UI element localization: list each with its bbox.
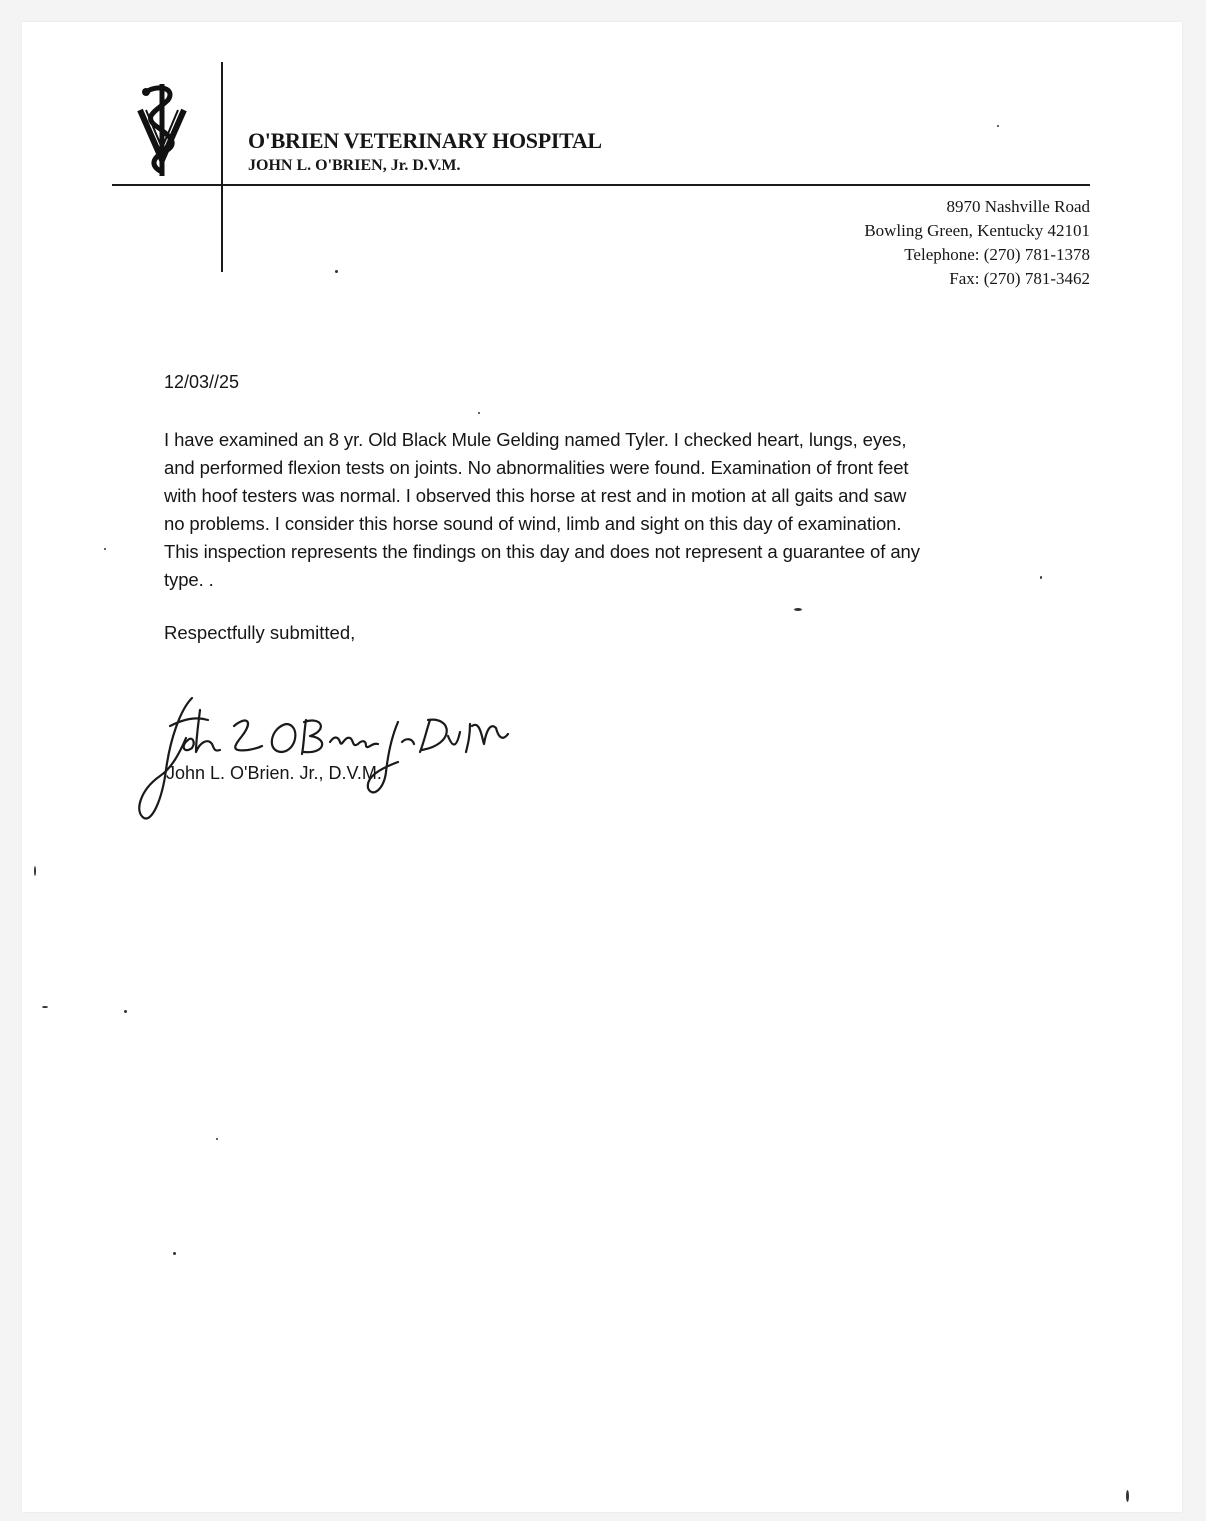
scan-speck [1040,576,1042,579]
letterhead-vertical-rule [221,62,223,272]
address-city: Bowling Green, Kentucky 42101 [864,221,1090,240]
letter-closing: Respectfully submitted, [164,622,356,643]
scan-speck [794,608,802,611]
letter-date: 12/03//25 [164,372,240,392]
doctor-name: JOHN L. O'BRIEN, Jr. D.V.M. [248,157,461,174]
address-block [864,195,1090,291]
scan-speck [124,1010,127,1013]
handwritten-signature [130,680,530,830]
letterhead-horizontal-rule [112,184,1090,186]
scan-speck [104,548,106,550]
scan-speck [335,270,338,273]
scan-speck [173,1252,176,1255]
scan-speck [216,1138,218,1140]
veterinary-caduceus-icon [132,80,192,180]
hospital-name: O'BRIEN VETERINARY HOSPITAL [248,128,602,153]
scan-speck [1126,1490,1129,1502]
letter-body: I have examined an 8 yr. Old Black Mule Gelding named Tyler. I checked heart, lungs, eyes, and performed flexion tests on joints. No abnormalities were found. Examination of front feet with hoof testers was normal. I observed this horse at rest and in motion at all gaits and saw no problems. I consider this horse sound of wind, limb and sight on this day of examination. This inspection represents the findings on this day and does not represent a guarantee of any type. . [164,429,920,590]
scan-speck [34,866,36,876]
address-telephone: Telephone: (270) 781-1378 [904,245,1090,264]
address-street: 8970 Nashville Road [946,197,1090,216]
address-fax: Fax: (270) 781-3462 [949,269,1090,288]
scan-speck [478,412,480,414]
scan-speck [42,1006,48,1008]
scan-speck [997,125,999,127]
printed-name: John L. O'Brien. Jr., D.V.M. [166,763,382,783]
